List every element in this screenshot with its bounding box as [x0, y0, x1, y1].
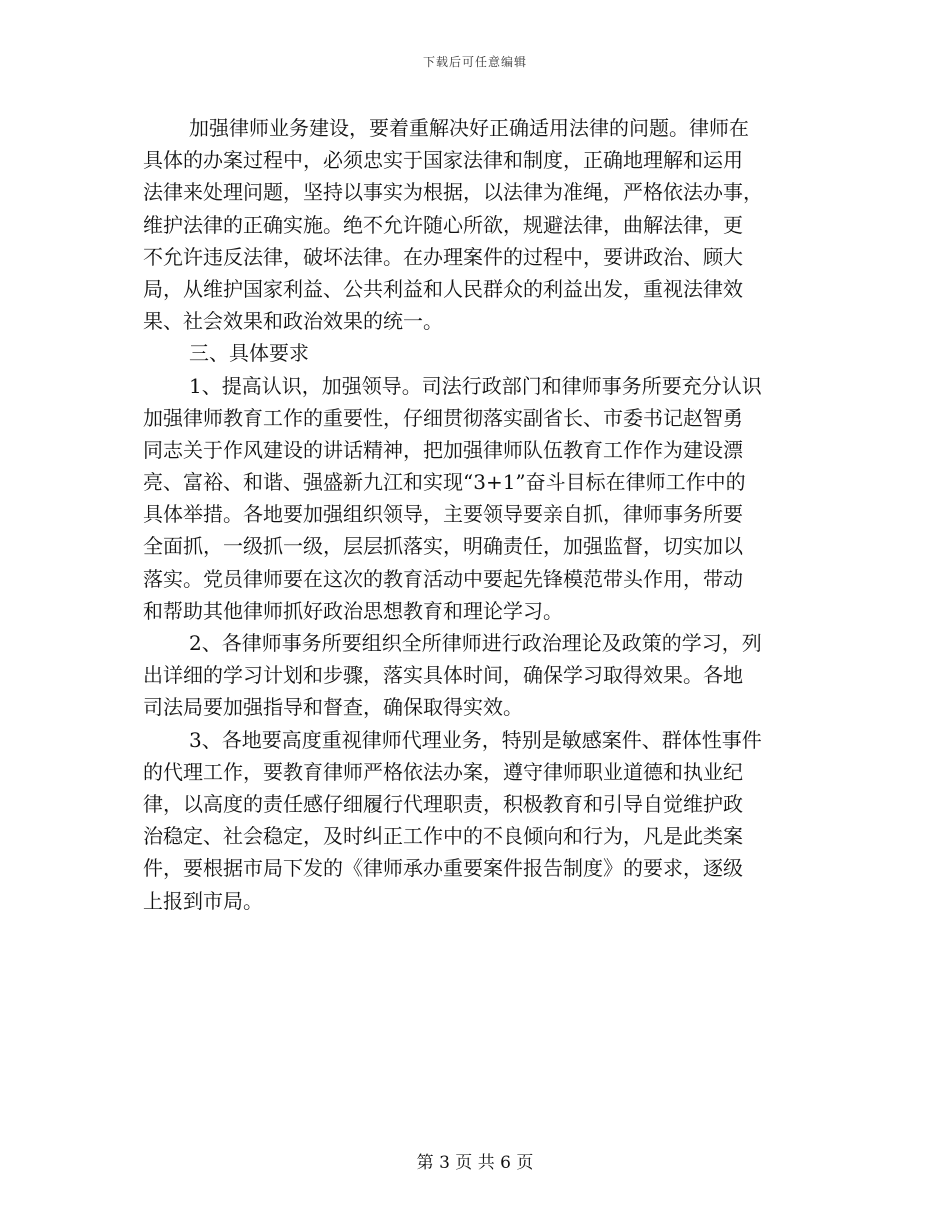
text-line: 同志关于作风建设的讲话精神，把加强律师队伍教育工作作为建设漂	[143, 437, 743, 462]
text-line: 维护法律的正确实施。绝不允许随心所欲，规避法律，曲解法律，更	[143, 212, 743, 237]
text-line: 果、社会效果和政治效果的统一。	[143, 309, 443, 334]
text-line: 出详细的学习计划和步骤，落实具体时间，确保学习取得效果。各地	[143, 663, 743, 688]
text-line: 2、各律师事务所要组织全所律师进行政治理论及政策的学习，列	[189, 631, 762, 655]
text-line: 上报到市局。	[143, 888, 263, 913]
text-line: 加强律师业务建设，要着重解决好正确适用法律的问题。律师在	[189, 116, 749, 140]
text-line: 律，以高度的责任感仔细履行代理职责，积极教育和引导自觉维护政	[143, 791, 743, 816]
text-line: 件，要根据市局下发的《律师承办重要案件报告制度》的要求，逐级	[143, 856, 743, 881]
page-number-footer: 第 3 页 共 6 页	[416, 1153, 534, 1173]
text-line: 落实。党员律师要在这次的教育活动中要起先锋模范带头作用，带动	[143, 566, 743, 591]
text-line: 治稳定、社会稳定，及时纠正工作中的不良倾向和行为，凡是此类案	[143, 824, 743, 849]
text-line: 具体的办案过程中，必须忠实于国家法律和制度，正确地理解和运用	[143, 148, 743, 173]
text-line: 不允许违反法律，破坏法律。在办理案件的过程中，要讲政治、顾大	[143, 244, 743, 269]
text-line: 法律来处理问题，坚持以事实为根据，以法律为准绳，严格依法办事，	[143, 180, 763, 205]
header-note: 下载后可任意编辑	[422, 55, 527, 69]
text-line: 亮、富裕、和谐、强盛新九江和实现“3+1”奋斗目标在律师工作中的	[143, 470, 746, 495]
text-line: 司法局要加强指导和督查，确保取得实效。	[143, 695, 523, 720]
document-body	[143, 112, 808, 917]
text-line: 加强律师教育工作的重要性，仔细贯彻落实副省长、市委书记赵智勇	[143, 405, 743, 430]
text-line: 1、提高认识，加强领导。司法行政部门和律师事务所要充分认识	[189, 373, 762, 398]
text-line: 3、各地要高度重视律师代理业务，特别是敏感案件、群体性事件	[189, 727, 762, 752]
text-line: 的代理工作，要教育律师严格依法办案，遵守律师职业道德和执业纪	[143, 759, 743, 784]
section-heading: 三、具体要求	[189, 341, 309, 366]
text-line: 和帮助其他律师抓好政治思想教育和理论学习。	[143, 598, 563, 623]
text-line: 全面抓，一级抓一级，层层抓落实，明确责任，加强监督，切实加以	[143, 534, 743, 559]
text-line: 局，从维护国家利益、公共利益和人民群众的利益出发，重视法律效	[143, 276, 743, 301]
text-line: 具体举措。各地要加强组织领导，主要领导要亲自抓，律师事务所要	[143, 502, 743, 527]
